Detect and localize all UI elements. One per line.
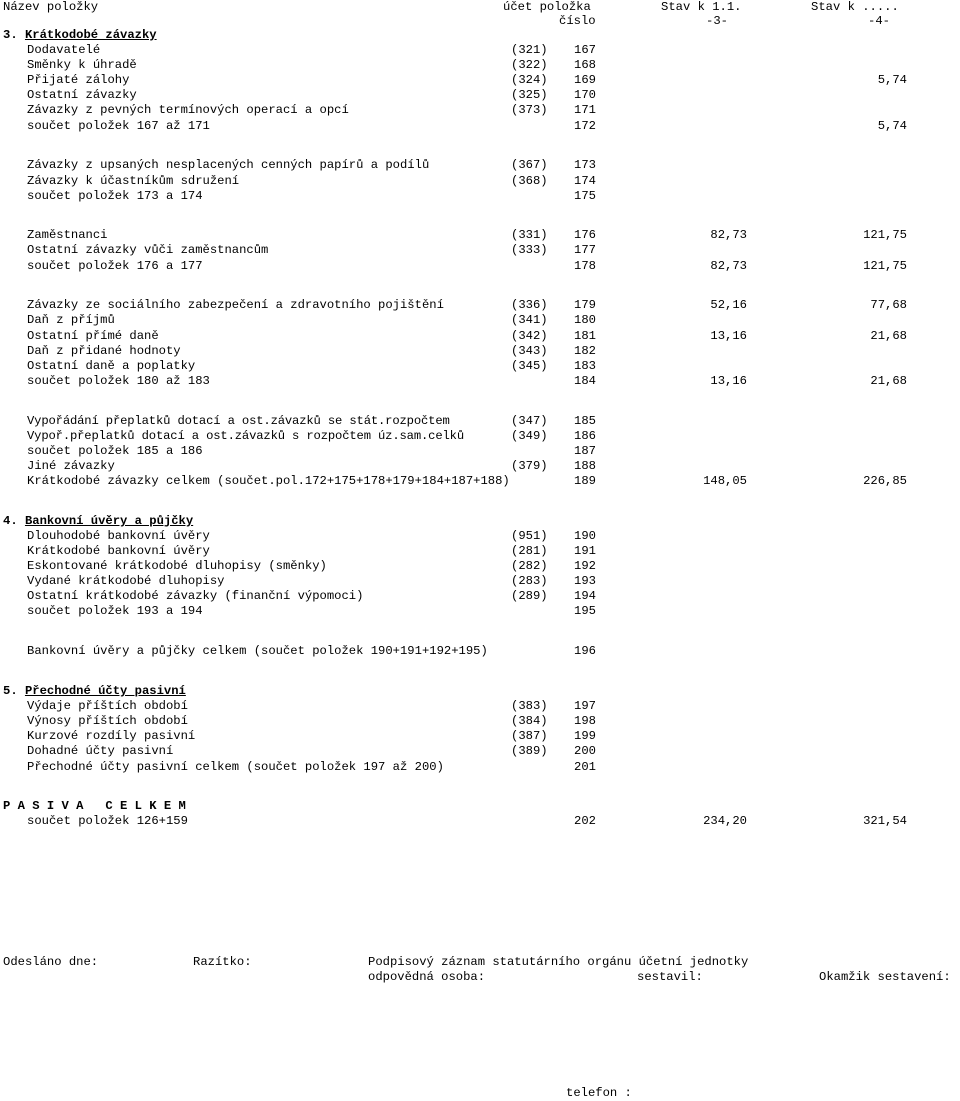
row-account: (389): [511, 744, 548, 758]
row-item-number: 191: [574, 544, 596, 558]
row-label: součet položek 176 a 177: [27, 259, 203, 273]
section-title-text: Přechodné účty pasivní: [24, 684, 186, 698]
row-label: Výnosy příštích období: [27, 714, 188, 728]
header-col-item-number: číslo: [559, 14, 596, 28]
row-label: Ostatní přímé daně: [27, 329, 159, 343]
row-item-number: 175: [574, 189, 596, 203]
row-value-end: 21,68: [870, 329, 907, 343]
row-label: Krátkodobé bankovní úvěry: [27, 544, 210, 558]
header-col-account: účet položka: [503, 0, 591, 14]
row-label: Zaměstnanci: [27, 228, 108, 242]
row-item-number: 173: [574, 158, 596, 172]
row-account: (282): [511, 559, 548, 573]
row-item-number: 167: [574, 43, 596, 57]
row-label: součet položek 173 a 174: [27, 189, 203, 203]
row-label: Ostatní závazky: [27, 88, 137, 102]
row-account: (341): [511, 313, 548, 327]
row-label: Přijaté zálohy: [27, 73, 130, 87]
row-item-number: 176: [574, 228, 596, 242]
row-item-number: 195: [574, 604, 596, 618]
row-label: Vypoř.přeplatků dotací a ost.závazků s rozpočtem úz.sam.celků: [27, 429, 464, 443]
row-account: (289): [511, 589, 548, 603]
row-label: Dodavatelé: [27, 43, 101, 57]
section-title: 4. Bankovní úvěry a půjčky: [3, 514, 194, 528]
row-label: Kurzové rozdíly pasivní: [27, 729, 196, 743]
row-label: Bankovní úvěry a půjčky celkem (součet položek 190+191+192+195): [27, 644, 488, 658]
grand-total-item-number: 202: [574, 814, 596, 828]
row-item-number: 190: [574, 529, 596, 543]
row-value-start: 13,16: [710, 329, 747, 343]
row-account: (342): [511, 329, 548, 343]
row-item-number: 174: [574, 174, 596, 188]
header-col-state-start: Stav k 1.1.: [661, 0, 742, 14]
header-col-4: -4-: [868, 14, 890, 28]
row-item-number: 177: [574, 243, 596, 257]
row-account: (333): [511, 243, 548, 257]
row-value-end: 5,74: [877, 73, 907, 87]
row-account: (951): [511, 529, 548, 543]
row-item-number: 185: [574, 414, 596, 428]
row-account: (349): [511, 429, 548, 443]
row-label: Ostatní krátkodobé závazky (finanční výpomoci): [27, 589, 364, 603]
row-label: Směnky k úhradě: [27, 58, 137, 72]
row-item-number: 201: [574, 760, 596, 774]
row-label: Přechodné účty pasivní celkem (součet položek 197 až 200): [27, 760, 444, 774]
header-col-state-end: Stav k .....: [811, 0, 899, 14]
row-account: (281): [511, 544, 548, 558]
row-item-number: 172: [574, 119, 596, 133]
row-item-number: 199: [574, 729, 596, 743]
row-account: (383): [511, 699, 548, 713]
row-item-number: 169: [574, 73, 596, 87]
row-account: (384): [511, 714, 548, 728]
row-item-number: 178: [574, 259, 596, 273]
row-account: (379): [511, 459, 548, 473]
row-item-number: 198: [574, 714, 596, 728]
row-account: (325): [511, 88, 548, 102]
row-item-number: 197: [574, 699, 596, 713]
row-label: Daň z příjmů: [27, 313, 115, 327]
row-value-end: 226,85: [863, 474, 907, 488]
row-item-number: 200: [574, 744, 596, 758]
row-label: Ostatní daně a poplatky: [27, 359, 196, 373]
row-item-number: 181: [574, 329, 596, 343]
row-account: (387): [511, 729, 548, 743]
row-account: (322): [511, 58, 548, 72]
row-account: (373): [511, 103, 548, 117]
section-title-text: Bankovní úvěry a půjčky: [24, 514, 194, 528]
row-label: Závazky k účastníkům sdružení: [27, 174, 240, 188]
row-value-start: 82,73: [710, 259, 747, 273]
row-item-number: 171: [574, 103, 596, 117]
row-account: (321): [511, 43, 548, 57]
row-item-number: 186: [574, 429, 596, 443]
row-label: Eskontované krátkodobé dluhopisy (směnky): [27, 559, 327, 573]
stamp-label: Razítko:: [193, 955, 252, 969]
row-account: (343): [511, 344, 548, 358]
row-value-end: 77,68: [870, 298, 907, 312]
section-title: 3. Krátkodobé závazky: [3, 28, 157, 42]
row-value-end: 21,68: [870, 374, 907, 388]
row-label: Závazky ze sociálního zabezpečení a zdravotního pojištění: [27, 298, 444, 312]
row-label: Ostatní závazky vůči zaměstnancům: [27, 243, 269, 257]
row-value-start: 148,05: [703, 474, 747, 488]
row-item-number: 179: [574, 298, 596, 312]
phone-label: telefon :: [566, 1086, 632, 1100]
header-col-3: -3-: [706, 14, 728, 28]
row-account: (345): [511, 359, 548, 373]
row-value-end: 121,75: [863, 228, 907, 242]
row-item-number: 170: [574, 88, 596, 102]
row-label: Závazky z pevných termínových operací a opcí: [27, 103, 349, 117]
row-item-number: 168: [574, 58, 596, 72]
row-label: Jiné závazky: [27, 459, 115, 473]
grand-total-label: součet položek 126+159: [27, 814, 188, 828]
grand-total-title: P A S I V A C E L K E M: [3, 799, 186, 813]
sent-date-label: Odesláno dne:: [3, 955, 99, 969]
row-account: (368): [511, 174, 548, 188]
row-label: Krátkodobé závazky celkem (součet.pol.172+175+178+179+184+187+188): [27, 474, 510, 488]
row-account: (347): [511, 414, 548, 428]
compiled-moment-label: Okamžik sestavení:: [819, 970, 951, 984]
row-account: (283): [511, 574, 548, 588]
row-label: Výdaje příštích období: [27, 699, 188, 713]
header-col-name: Název položky: [3, 0, 99, 14]
section-title: 5. Přechodné účty pasivní: [3, 684, 186, 698]
row-account: (331): [511, 228, 548, 242]
row-label: Dohadné účty pasivní: [27, 744, 174, 758]
row-label: součet položek 180 až 183: [27, 374, 210, 388]
responsible-person-label: odpovědná osoba:: [368, 970, 486, 984]
row-label: součet položek 167 až 171: [27, 119, 210, 133]
row-value-end: 121,75: [863, 259, 907, 273]
signature-label: Podpisový záznam statutárního orgánu účetní jednotky: [368, 955, 749, 969]
row-value-start: 82,73: [710, 228, 747, 242]
row-item-number: 188: [574, 459, 596, 473]
row-item-number: 182: [574, 344, 596, 358]
grand-total-value-start: 234,20: [703, 814, 747, 828]
row-account: (336): [511, 298, 548, 312]
row-value-end: 5,74: [877, 119, 907, 133]
row-label: Vypořádání přeplatků dotací a ost.závazků se stát.rozpočtem: [27, 414, 450, 428]
row-item-number: 180: [574, 313, 596, 327]
row-value-start: 13,16: [710, 374, 747, 388]
row-item-number: 196: [574, 644, 596, 658]
compiled-by-label: sestavil:: [637, 970, 703, 984]
row-item-number: 194: [574, 589, 596, 603]
row-account: (324): [511, 73, 548, 87]
row-label: Dlouhodobé bankovní úvěry: [27, 529, 210, 543]
row-label: Vydané krátkodobé dluhopisy: [27, 574, 225, 588]
grand-total-value-end: 321,54: [863, 814, 907, 828]
row-label: Daň z přidané hodnoty: [27, 344, 181, 358]
row-item-number: 187: [574, 444, 596, 458]
row-account: (367): [511, 158, 548, 172]
row-item-number: 192: [574, 559, 596, 573]
row-item-number: 193: [574, 574, 596, 588]
row-label: Závazky z upsaných nesplacených cenných papírů a podílů: [27, 158, 430, 172]
row-item-number: 189: [574, 474, 596, 488]
row-label: součet položek 193 a 194: [27, 604, 203, 618]
row-value-start: 52,16: [710, 298, 747, 312]
row-item-number: 183: [574, 359, 596, 373]
section-title-text: Krátkodobé závazky: [24, 28, 157, 42]
row-label: součet položek 185 a 186: [27, 444, 203, 458]
row-item-number: 184: [574, 374, 596, 388]
